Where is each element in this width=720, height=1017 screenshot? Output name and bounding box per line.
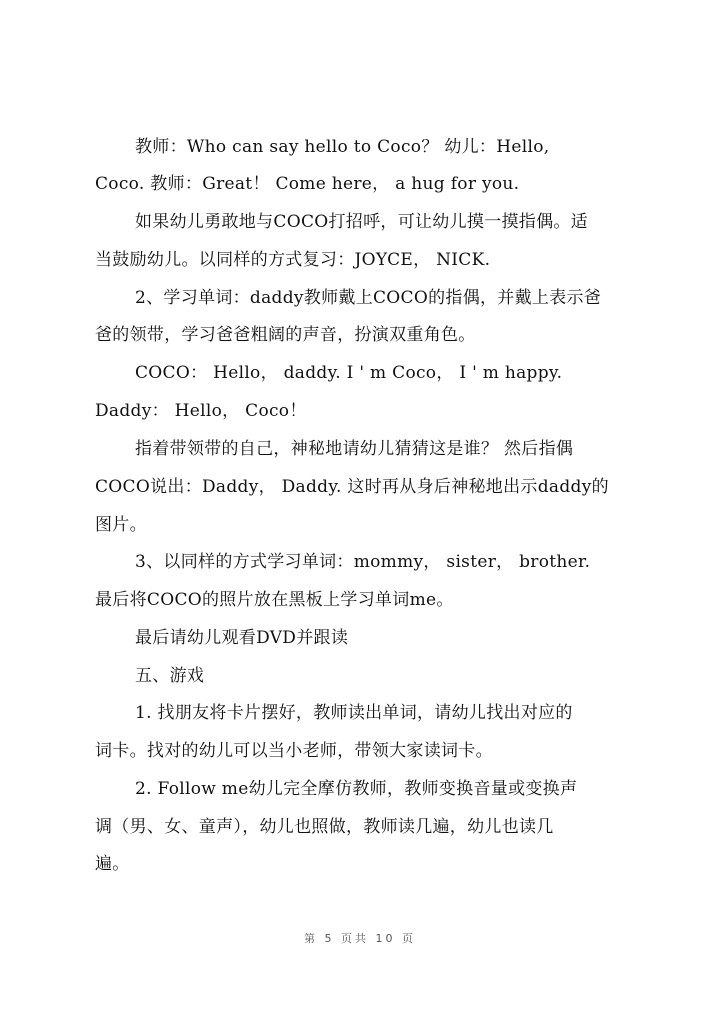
text-line-17: 词卡。找对的幼儿可以当小老师，带领大家读词卡。 xyxy=(95,741,493,761)
text-line-10: COCO说出：Daddy， Daddy. 这时再从身后神秘地出示daddy的 xyxy=(95,477,609,497)
text-line-7: COCO： Hello， daddy. I ' m Coco， I ' m happy. xyxy=(135,363,563,383)
text-line-1: 教师：Who can say hello to Coco？ 幼儿：Hello, xyxy=(135,137,550,157)
text-line-16: 1. 找朋友将卡片摆好，教师读出单词，请幼儿找出对应的 xyxy=(135,703,573,723)
text-line-2: Coco. 教师：Great！ Come here， a hug for you. xyxy=(95,174,520,194)
text-line-4: 当鼓励幼儿。以同样的方式复习：JOYCE， NICK. xyxy=(95,250,491,270)
text-line-8: Daddy： Hello， Coco！ xyxy=(95,401,307,421)
text-line-3: 如果幼儿勇敢地与COCO打招呼，可让幼儿摸一摸指偶。适 xyxy=(135,212,588,232)
text-line-6: 爸的领带，学习爸爸粗阔的声音，扮演双重角色。 xyxy=(95,325,476,345)
text-line-13: 最后将COCO的照片放在黑板上学习单词me。 xyxy=(95,590,454,610)
text-line-18: 2. Follow me幼儿完全摩仿教师，教师变换音量或变换声 xyxy=(135,779,578,799)
text-line-11: 图片。 xyxy=(95,515,147,535)
text-line-20: 遍。 xyxy=(95,854,130,874)
text-line-5: 2、学习单词：daddy教师戴上COCO的指偶，并戴上表示爸 xyxy=(135,288,602,308)
text-line-12: 3、以同样的方式学习单词：mommy， sister， brother. xyxy=(135,552,591,572)
page-number-footer: 第 5 页共 10 页 xyxy=(304,932,416,945)
text-line-9: 指着带领带的自己，神秘地请幼儿猜猜这是谁？ 然后指偶 xyxy=(135,439,574,459)
text-line-14: 最后请幼儿观看DVD并跟读 xyxy=(135,628,349,648)
text-line-19: 调（男、女、童声），幼儿也照做，教师读几遍，幼儿也读几 xyxy=(95,817,554,837)
section-heading-game: 五、游戏 xyxy=(135,666,205,686)
